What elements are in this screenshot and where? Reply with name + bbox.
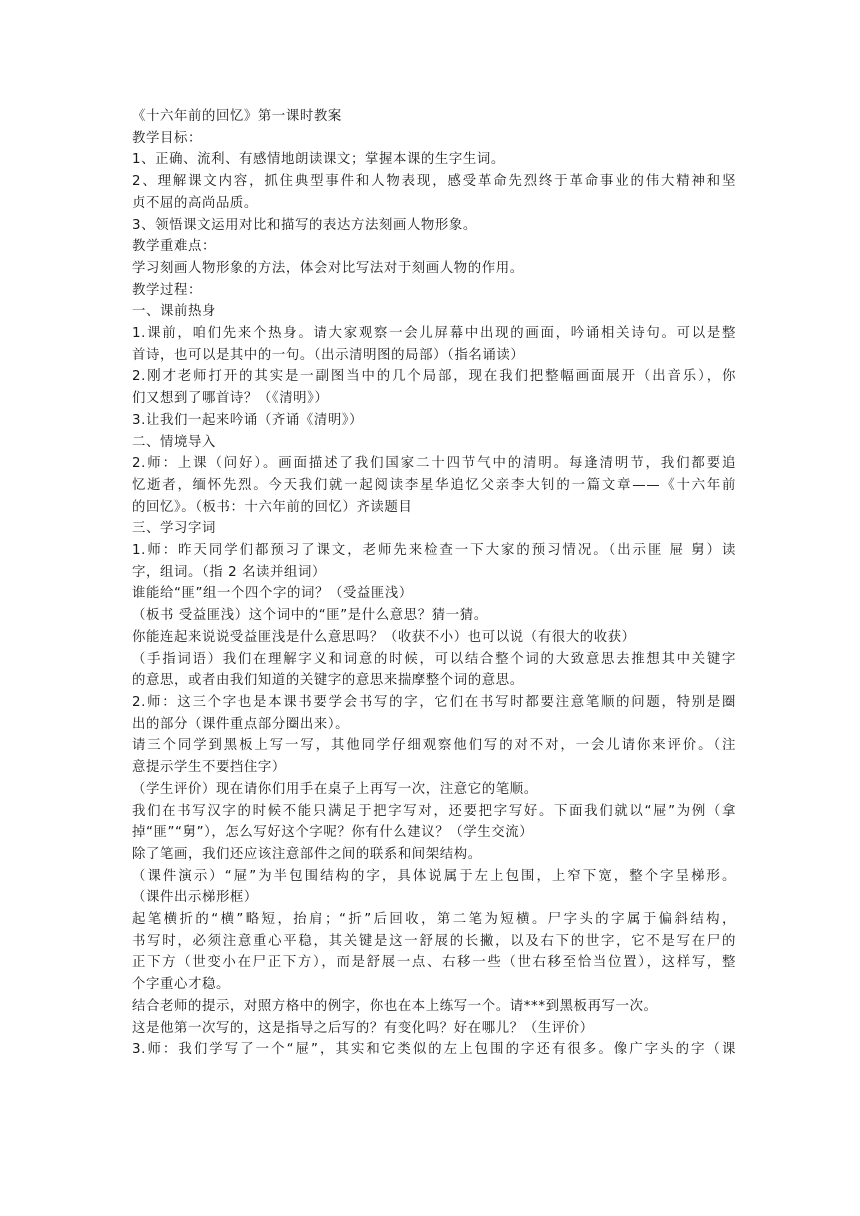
text-line: 谁能给“匪”组一个四个字的词？（受益匪浅） (132, 586, 413, 602)
text-line: 们又想到了哪首诗？（《清明》） (132, 391, 329, 407)
text-line: 书写时，必须注意重心平稳，其关键是这一舒展的长撇，以及右下的世字，它不是写在尸的 (132, 933, 736, 949)
section-heading-objectives: 教学目标： (132, 130, 202, 146)
text-line: 学习刻画人物形象的方法，体会对比写法对于刻画人物的作用。 (132, 260, 524, 276)
text-line: 1、正确、流利、有感情地朗读课文；掌握本课的生字生词。 (132, 152, 505, 168)
text-line: 掉“匪”“舅”），怎么写好这个字呢？你有什么建议？（学生交流） (132, 825, 534, 841)
text-line: （手指词语）我们在理解字义和词意的时候，可以结合整个词的大致意思去推想其中关键字 (132, 651, 736, 667)
text-line: 贞不屈的高尚品质。 (132, 195, 258, 211)
text-line: 意提示学生不要挡住字） (132, 760, 286, 776)
text-line: （课件出示梯形框） (132, 890, 258, 906)
text-line: （学生评价）现在请你们用手在桌子上再写一次，注意它的笔顺。 (132, 781, 538, 797)
text-line: 2.师：这三个字也是本课书要学会书写的字，它们在书写时都要注意笔顺的问题，特别是圈 (132, 694, 736, 710)
text-line: 的回忆》。（板书：十六年前的回忆）齐读题目 (132, 499, 413, 515)
text-line: 出的部分（课件重点部分圈出来）。 (132, 716, 350, 732)
text-line: 3.让我们一起来吟诵（齐诵《清明》） (132, 412, 364, 428)
subsection-heading: 三、学习字词 (132, 521, 216, 537)
text-line: 我们在书写汉字的时候不能只满足于把字写对，还要把字写好。下面我们就以“屉”为例（拿 (132, 803, 736, 819)
text-line: 正下方（世变小在尸正下方），而是舒展一点、右移一些（世右移至恰当位置），这样写，整 (132, 955, 736, 971)
text-line: 1.课前，咱们先来个热身。请大家观察一会儿屏幕中出现的画面，吟诵相关诗句。可以是整 (132, 326, 736, 342)
text-line: 首诗，也可以是其中的一句。（出示清明图的局部）（指名诵读） (132, 347, 525, 363)
document-page (132, 106, 736, 1061)
text-line: 1.师：昨天同学们都预习了课文，老师先来检查一下大家的预习情况。（出示匪 屉 舅）读 (132, 543, 736, 559)
text-line: 2、理解课文内容，抓住典型事件和人物表现，感受革命先烈终于革命事业的伟大精神和坚 (132, 174, 736, 190)
text-line: 字，组词。（指 2 名读并组词） (132, 564, 327, 580)
text-line: 你能连起来说说受益匪浅是什么意思吗？（收获不小）也可以说（有很大的收获） (132, 629, 636, 645)
section-heading-process: 教学过程： (132, 282, 202, 298)
text-line: 2.师：上课（问好）。画面描述了我们国家二十四节气中的清明。每逢清明节，我们都要追 (132, 456, 736, 472)
text-line: 3.师：我们学写了一个“屉”，其实和它类似的左上包围的字还有很多。像广字头的字（课 (132, 1042, 736, 1058)
text-line: 这是他第一次写的，这是指导之后写的？有变化吗？好在哪儿？（生评价） (132, 1020, 594, 1036)
text-line: 结合老师的提示，对照方格中的例字，你也在本上练写一个。请***到黑板再写一次。 (132, 998, 658, 1014)
text-line: 的意思，或者由我们知道的关键字的意思来揣摩整个词的意思。 (132, 673, 524, 689)
text-line: 3、领悟课文运用对比和描写的表达方法刻画人物形象。 (132, 217, 477, 233)
subsection-heading: 二、情境导入 (132, 434, 216, 450)
text-line: 2.刚才老师打开的其实是一副图当中的几个局部，现在我们把整幅画面展开（出音乐），你 (132, 369, 736, 385)
text-line: 起笔横折的“横”略短，抬肩；“折”后回收，第二笔为短横。尸字头的字属于偏斜结构， (132, 912, 736, 928)
text-line: 个字重心才稳。 (132, 977, 230, 993)
text-line: 忆逝者，缅怀先烈。今天我们就一起阅读李星华追忆父亲李大钊的一篇文章——《十六年前 (132, 477, 736, 493)
text-line: 除了笔画，我们还应该注意部件之间的联系和间架结构。 (132, 846, 482, 862)
section-heading-key-points: 教学重难点： (132, 239, 216, 255)
doc-title: 《十六年前的回忆》第一课时教案 (132, 109, 342, 124)
text-line: （课件演示）“屉”为半包围结构的字，具体说属于左上包围，上窄下宽，整个字呈梯形。 (132, 868, 736, 884)
text-line: （板书 受益匪浅）这个词中的“匪”是什么意思？猜一猜。 (132, 608, 488, 624)
text-line: 请三个同学到黑板上写一写，其他同学仔细观察他们写的对不对，一会儿请你来评价。（注 (132, 738, 736, 754)
subsection-heading: 一、课前热身 (132, 304, 216, 320)
